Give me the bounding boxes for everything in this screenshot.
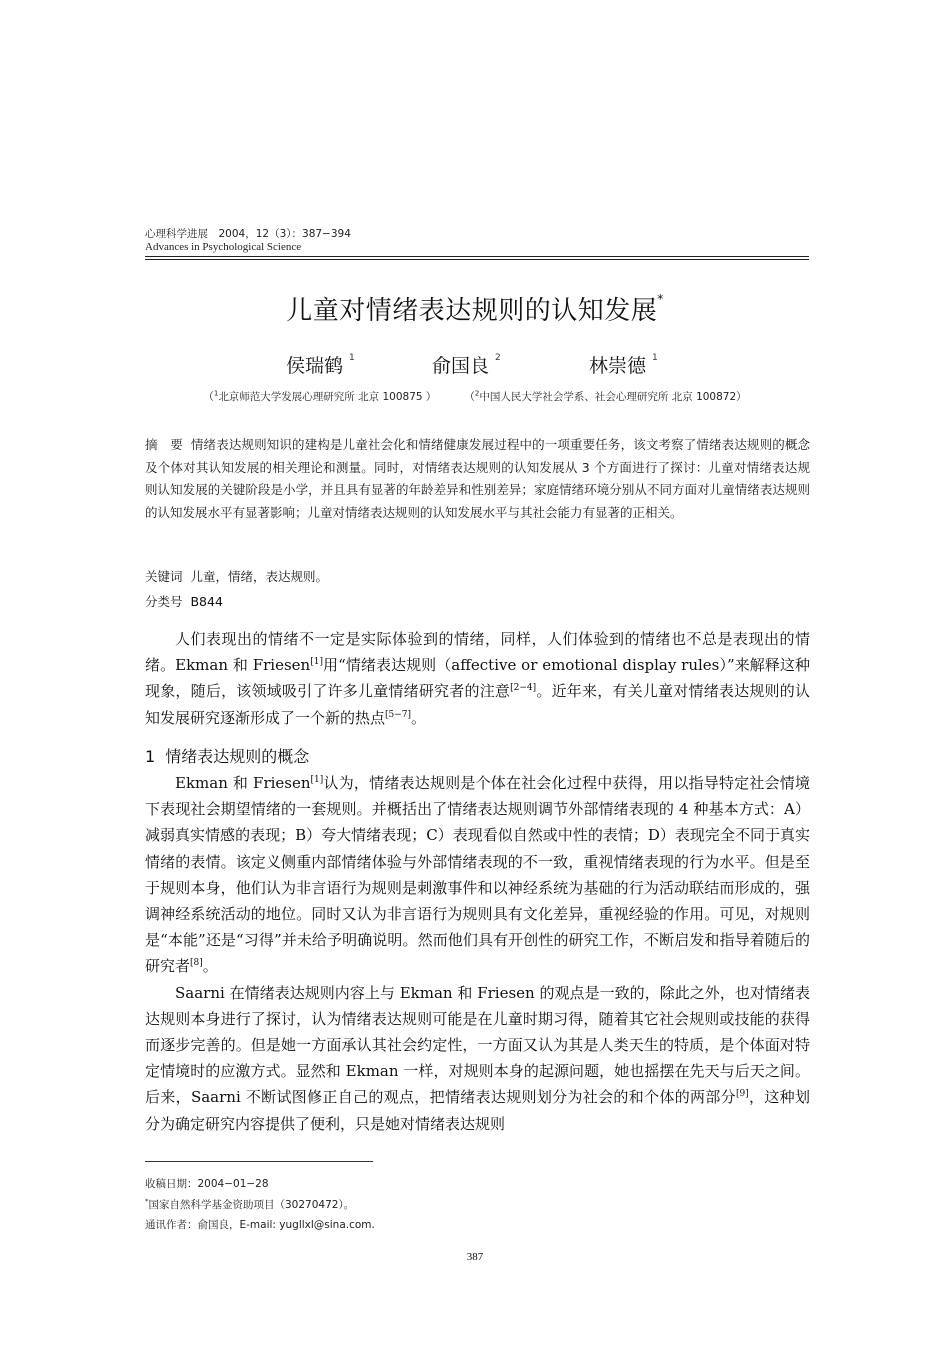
section-1-paragraph-2 <box>145 980 810 1137</box>
journal-english-name: Advances in Psychological Science <box>145 241 302 253</box>
affil-1-text: 北京师范大学发展心理研究所 北京 100875 ） <box>218 391 437 403</box>
citation: [9] <box>735 1089 749 1100</box>
header-rule-thick <box>145 256 809 257</box>
author-2-name: 俞国良 <box>432 355 490 377</box>
author-3 <box>589 351 658 378</box>
intro-text-2: 用“情绪表达规则（affective or emotional display rules）”来解释这种现象，随后，该领域吸引了许多儿童情绪研究者的注意 <box>145 656 811 701</box>
para-text: ，这种划分为确定研究内容提供了便利，只是她对情绪表达规则 <box>145 1088 810 1133</box>
intro-paragraph <box>145 626 810 731</box>
author-1-name: 侯瑞鹤 <box>286 355 344 377</box>
author-2-affil: 2 <box>495 353 501 363</box>
section-1-body <box>145 770 810 1137</box>
affil-2-mark: 2 <box>474 389 480 398</box>
classification-code: B844 <box>190 594 223 609</box>
para-text: 认为，情绪表达规则是个体在社会化过程中获得，用以指导特定社会情境下表现社会期望情绪的一套规则。并概括出了情绪表达规则调节外部情绪表现的 4 种基本方式：A）减弱真实情感的表现；B）夸大情绪表现；C）表现看似自然或中性的表情；D）表现完全不同于真实情绪的表情。该定义侧重内部情绪体验与外部情绪表现的不一致，重视情绪表现的行为水平。但是至于规则本身，他们认为非言语行为规则是刺激事件和以神经系统为基础的行为活动联结而形成的，强调神经系统活动的地位。同时又认为非言语行为规则具有文化差异，重视经验的作用。可见，对规则是“本能”还是“习得”并未给予明确说明。然而他们具有开创性的研究工作，不断启发和指导着随后的研究者 <box>145 774 810 976</box>
para-text: Saarni 在情绪表达规则内容上与 Ekman 和 Friesen 的观点是一致的，除此之外，也对情绪表达规则本身进行了探讨，认为情绪表达规则可能是在儿童时期习得，随着其它社会规则或技能的获得而逐步完善的。但是她一方面承认其社会约定性，一方面又认为其是人类天生的特质，是个体面对特定情境时的应激方式。显然和 Ekman 一样，对规则本身的起源问题，她也摇摆在先天与后天之间。后来，Saarni 不断试图修正自己的观点，把情绪表达规则划分为社会的和个体的两部分 <box>145 983 810 1107</box>
footnote-rule <box>145 1161 373 1162</box>
keywords <box>145 567 328 585</box>
affil-2-text: 中国人民大学社会学系、社会心理研究所 北京 100872） <box>479 391 747 403</box>
para-text: 。 <box>202 957 218 976</box>
journal-header <box>145 228 351 254</box>
section-title: 情绪表达规则的概念 <box>165 747 310 766</box>
fund-mark: * <box>145 1197 149 1206</box>
affil-2-open: （ <box>464 391 475 403</box>
header-rule-thin <box>145 259 809 260</box>
affil-1-mark: 1 <box>213 389 219 398</box>
affil-1-open: （ <box>203 391 214 403</box>
title-footnote-mark: * <box>657 292 664 306</box>
citation: [8] <box>190 958 203 969</box>
classification <box>145 592 223 610</box>
section-1-paragraph-1 <box>145 770 810 980</box>
citation: [1] <box>310 775 324 785</box>
section-number: 1 <box>145 747 156 766</box>
fund-text: 国家自然科学基金资助项目（30270472）。 <box>148 1199 355 1211</box>
page-number: 387 <box>466 1251 484 1263</box>
author-3-affil: 1 <box>652 353 658 363</box>
classification-label: 分类号 <box>145 594 183 609</box>
para-text: Ekman 和 Friesen <box>175 774 311 792</box>
author-1 <box>286 351 355 378</box>
abstract-text: 情绪表达规则知识的建构是儿童社会化和情绪健康发展过程中的一项重要任务，该文考察了情绪表达规则的概念及个体对其认知发展的相关理论和测量。同时，对情绪表达规则的认知发展从 3 个方面进行了探讨：儿童对情绪表达规则认知发展的关键阶段是小学，并且具有显著的年龄差异和性别差异；家庭情绪环境分别从不同方面对儿童情绪表达规则的认知发展水平有显著影响；儿童对情绪表达规则的认知发展水平与其社会能力有显著的正相关。 <box>145 437 810 520</box>
intro-text-3: 。近年来，有关儿童对情绪表达规则的认知发展研究逐渐形成了一个新的热点 <box>145 682 810 727</box>
paper-title-text: 儿童对情绪表达规则的认知发展 <box>286 296 658 326</box>
abstract-label: 摘 要 <box>145 437 183 452</box>
citation: [2−4] <box>510 683 537 694</box>
author-2 <box>432 351 501 378</box>
affiliations <box>0 389 950 404</box>
author-3-name: 林崇德 <box>589 355 647 377</box>
keywords-label: 关键词 <box>145 569 183 584</box>
keywords-text: 儿童，情绪，表达规则。 <box>190 569 328 584</box>
citation: [1] <box>310 657 323 668</box>
footnote-corresponding: 通讯作者：俞国良，E-mail: yugllxl@sina.com. <box>145 1219 375 1231</box>
section-1-heading <box>145 744 309 767</box>
journal-citation: 心理科学进展 2004，12（3）：387−394 <box>145 228 351 240</box>
footnote-fund <box>145 1197 354 1212</box>
paper-title <box>0 290 950 327</box>
footnote-received: 收稿日期：2004−01−28 <box>145 1178 269 1190</box>
intro-text-1: 人们表现出的情绪不一定是实际体验到的情绪，同样，人们体验到的情绪也不总是表现出的情绪。Ekman 和 Friesen <box>145 630 810 675</box>
intro-text-4: 。 <box>411 708 427 727</box>
citation: [5−7] <box>385 709 412 720</box>
author-1-affil: 1 <box>349 353 355 363</box>
abstract <box>145 434 810 524</box>
